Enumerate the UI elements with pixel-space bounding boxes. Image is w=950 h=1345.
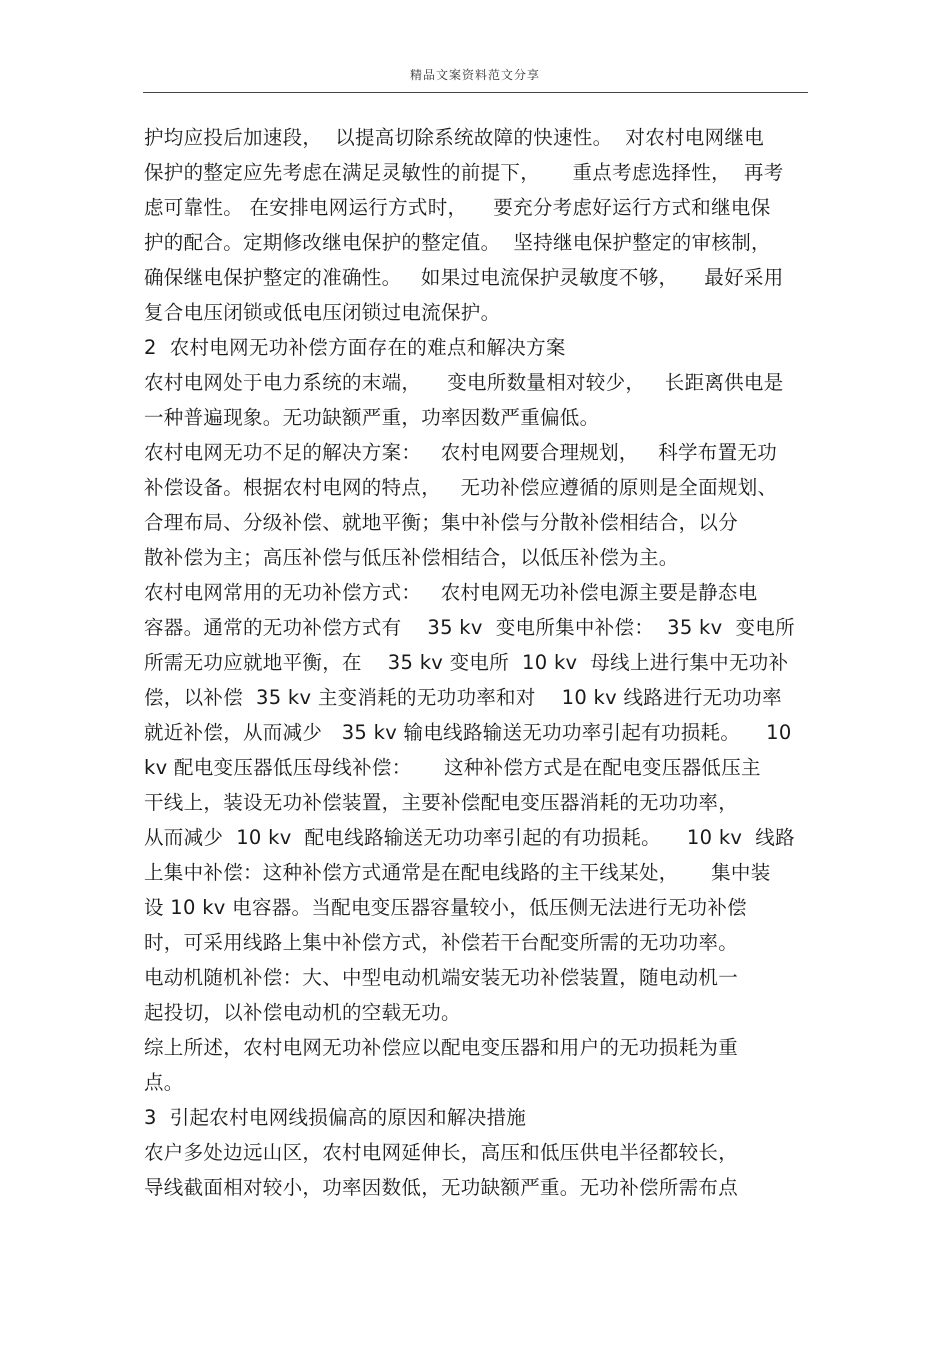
text-line: 确保继电保护整定的准确性。 如果过电流保护灵敏度不够， 最好采用 <box>144 266 784 289</box>
text-line: 容器。通常的无功补偿方式有 35 kv 变电所集中补偿： 35 kv 变电所 <box>144 616 795 639</box>
page-header: 精品文案资料范文分享 <box>409 68 540 82</box>
text-line: 农村电网常用的无功补偿方式： 农村电网无功补偿电源主要是静态电 <box>144 581 758 604</box>
text-line: 散补偿为主；高压补偿与低压补偿相结合，以低压补偿为主。 <box>144 546 679 569</box>
text-line: 虑可靠性。 在安排电网运行方式时， 要充分考虑好运行方式和继电保 <box>144 196 771 219</box>
text-line: 补偿设备。根据农村电网的特点， 无功补偿应遵循的原则是全面规划、 <box>144 476 778 499</box>
text-line: 农村电网无功不足的解决方案： 农村电网要合理规划， 科学布置无功 <box>144 441 777 464</box>
text-line: 电动机随机补偿：大、中型电动机端安装无功补偿装置，随电动机一 <box>144 966 739 989</box>
text-line: 设 10 kv 电容器。当配电变压器容量较小，低压侧无法进行无功补偿 <box>144 896 747 919</box>
text-line: 综上所述，农村电网无功补偿应以配电变压器和用户的无功损耗为重 <box>144 1036 739 1059</box>
header-divider <box>143 92 808 93</box>
text-line: 偿，以补偿 35 kv 主变消耗的无功功率和对 10 kv 线路进行无功功率 <box>144 686 782 709</box>
text-line: 就近补偿，从而减少 35 kv 输电线路输送无功功率引起有功损耗。 10 <box>144 721 792 744</box>
text-line: 护的配合。定期修改继电保护的整定值。 坚持继电保护整定的审核制， <box>144 231 771 254</box>
text-line: 保护的整定应先考虑在满足灵敏性的前提下， 重点考虑选择性， 再考 <box>144 161 784 184</box>
text-line: 农村电网处于电力系统的末端， 变电所数量相对较少， 长距离供电是 <box>144 371 784 394</box>
text-line: 从而减少 10 kv 配电线路输送无功功率引起的有功损耗。 10 kv 线路 <box>144 826 795 849</box>
section-heading: 2 农村电网无功补偿方面存在的难点和解决方案 <box>144 336 566 359</box>
text-line: 时，可采用线路上集中补偿方式，补偿若干台配变所需的无功功率。 <box>144 931 739 954</box>
text-line: 合理布局、分级补偿、就地平衡；集中补偿与分散补偿相结合，以分 <box>144 511 739 534</box>
text-line: kv 配电变压器低压母线补偿： 这种补偿方式是在配电变压器低压主 <box>144 756 761 779</box>
text-line: 复合电压闭锁或低电压闭锁过电流保护。 <box>144 301 501 324</box>
text-line: 导线截面相对较小，功率因数低，无功缺额严重。无功补偿所需布点 <box>144 1176 739 1199</box>
text-line: 点。 <box>144 1071 184 1094</box>
text-line: 一种普遍现象。无功缺额严重，功率因数严重偏低。 <box>144 406 600 429</box>
text-line: 所需无功应就地平衡，在 35 kv 变电所 10 kv 母线上进行集中无功补 <box>144 651 789 674</box>
text-line: 农户多处边远山区，农村电网延伸长，高压和低压供电半径都较长， <box>144 1141 739 1164</box>
section-heading: 3 引起农村电网线损偏高的原因和解决措施 <box>144 1106 527 1129</box>
text-line: 上集中补偿：这种补偿方式通常是在配电线路的主干线某处， 集中装 <box>144 861 771 884</box>
text-line: 干线上，装设无功补偿装置，主要补偿配电变压器消耗的无功功率， <box>144 791 739 814</box>
text-line: 护均应投后加速段， 以提高切除系统故障的快速性。 对农村电网继电 <box>144 126 764 149</box>
text-line: 起投切，以补偿电动机的空载无功。 <box>144 1001 461 1024</box>
